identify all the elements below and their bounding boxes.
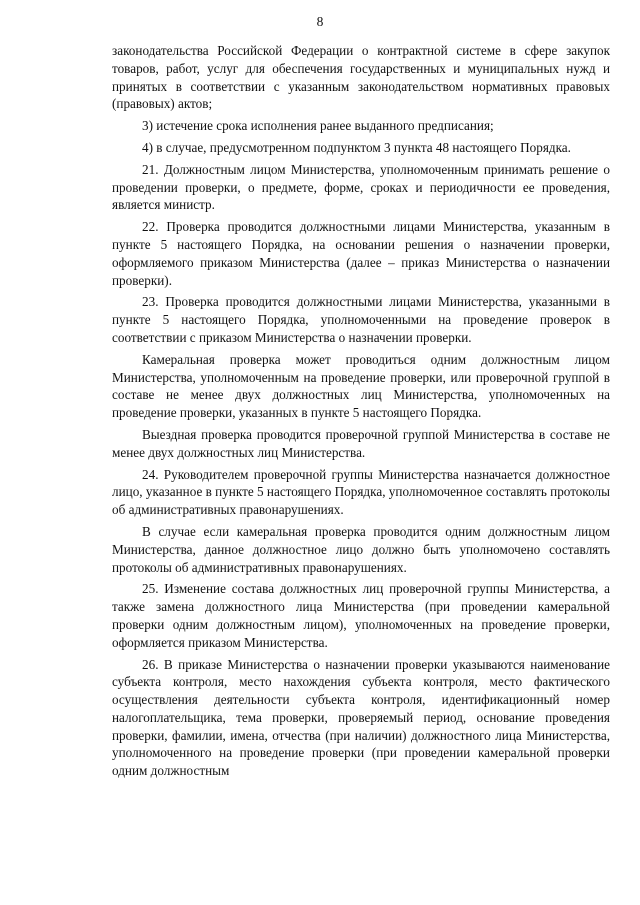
paragraph-continuation: законодательства Российской Федерации о контрактной системе в сфере закупок товаров, работ, услуг для обеспечения государственных и муниципальных нужд и принятых в соответствии с указанным законодательством нормативных правовых (правовых) актов;	[112, 43, 610, 112]
paragraph-single-official: В случае если камеральная проверка проводится одним должностным лицом Министерства, данное должностное лицо должно быть уполномочено составлять протоколы об административных правонарушениях.	[112, 523, 610, 575]
paragraph-desk-audit: Камеральная проверка может проводиться одним должностным лицом Министерства, уполномоченным на проведение проверки, или проверочной группой в составе не менее двух должностных лиц Министерства, уполномоченных на проведение проверки, указанных в пункте 5 настоящего Порядка.	[112, 351, 610, 421]
page-number: 8	[316, 14, 324, 29]
paragraph-25: 25. Изменение состава должностных лиц проверочной группы Министерства, а также замена должностного лица Министерства (при проведении камеральной проверки одним должностным лицом), уполномоченных на проведение проверки, оформляется приказом Министерства.	[112, 581, 610, 650]
paragraph-field-audit: Выездная проверка проводится проверочной группой Министерства в составе не менее двух должностных лиц Министерства.	[112, 426, 610, 460]
paragraph-21: 21. Должностным лицом Министерства, уполномоченным принимать решение о проведении проверки, о предмете, форме, сроках и периодичности ее проведения, является министр.	[112, 161, 610, 213]
paragraph-22: 22. Проверка проводится должностными лицами Министерства, указанным в пункте 5 настоящего Порядка, на основании решения о назначении проверки, оформляемого приказом Министерства (далее – приказ Министерства о назначении проверки).	[112, 219, 610, 288]
paragraph-23: 23. Проверка проводится должностными лицами Министерства, указанными в пункте 5 настоящего Порядка, уполномоченными на проведение проверок в соответствии с приказом Министерства о назначении проверки.	[112, 294, 610, 345]
paragraph-26: 26. В приказе Министерства о назначении проверки указываются наименование субъекта контроля, место нахождения субъекта контроля, место фактического осуществления деятельности субъекта контроля, идентификационный номер налогоплательщика, тема проверки, проверяемый период, основание проведения проверки, фамилии, имена, отчества (при наличии) должностного лица Министерства, уполномоченного на проведение проверки (при проведении камеральной проверки одним должностным	[112, 656, 610, 779]
paragraph-item-3: 3) истечение срока исполнения ранее выданного предписания;	[142, 118, 494, 134]
paragraph-item-4: 4) в случае, предусмотренном подпунктом 3 пункта 48 настоящего Порядка.	[142, 139, 571, 155]
document-body	[112, 42, 610, 784]
paragraph-24: 24. Руководителем проверочной группы Министерства назначается должностное лицо, указанное в пункте 5 настоящего Порядка, уполномоченное составлять протоколы об административных правонарушениях.	[112, 466, 610, 518]
